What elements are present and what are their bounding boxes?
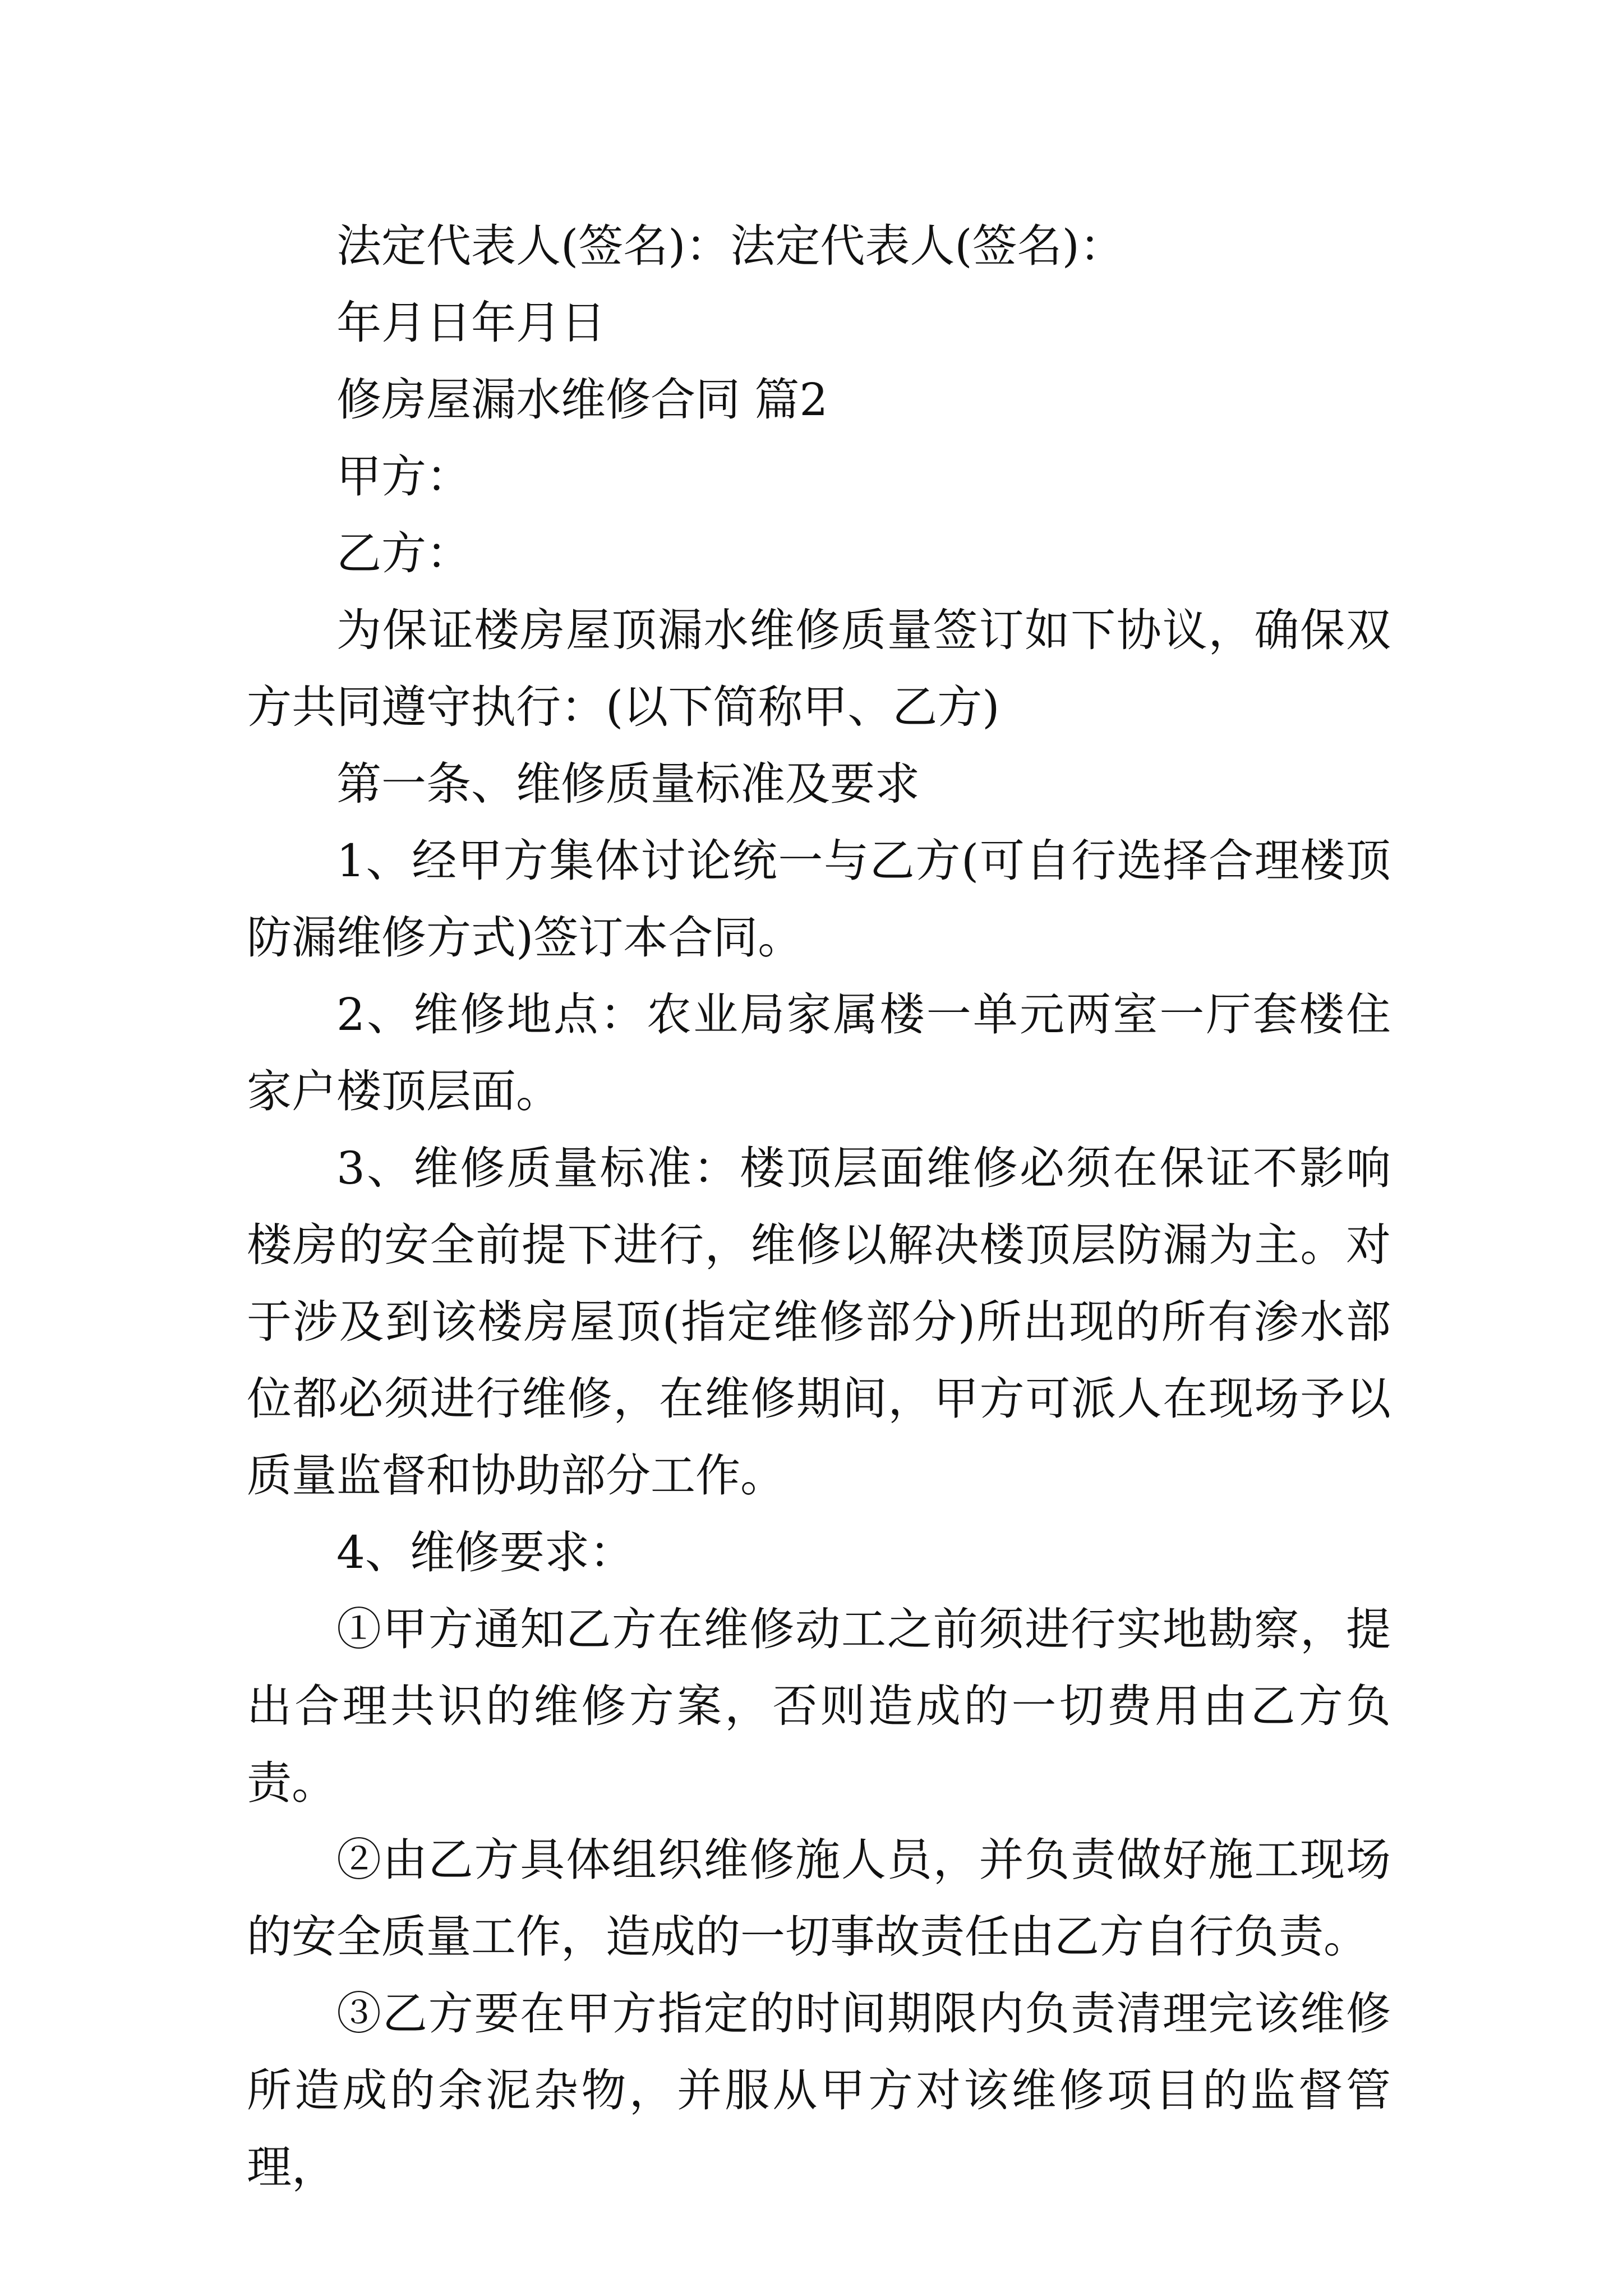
clause-3: 3、维修质量标准：楼顶层面维修必须在保证不影响楼房的安全前提下进行，维修以解决楼顶层防漏为主。对于涉及到该楼房屋顶(指定维修部分)所出现的所有渗水部位都必须进行维修，在维修期间，甲方可派人在现场予以质量监督和协助部分工作。 — [247, 1142, 1391, 1502]
date-line: 年月日年月日 — [336, 297, 606, 349]
signature-line: 法定代表人(签名)：法定代表人(签名)： — [336, 220, 1124, 272]
party-a-line: 甲方： — [336, 450, 471, 503]
clause-1: 1、经甲方集体讨论统一与乙方(可自行选择合理楼顶防漏维修方式)签订本合同。 — [247, 835, 1391, 964]
party-b-line: 乙方： — [336, 527, 471, 579]
requirement-item-3: ③乙方要在甲方指定的时间期限内负责清理完该维修所造成的余泥杂物，并服从甲方对该维修项目的监督管理， — [247, 1987, 1391, 2193]
contract-title: 修房屋漏水维修合同 篇2 — [336, 374, 828, 426]
article-1-heading: 第一条、维修质量标准及要求 — [336, 758, 920, 810]
requirement-item-1: ①甲方通知乙方在维修动工之前须进行实地勘察，提出合理共识的维修方案，否则造成的一切费用由乙方负责。 — [247, 1603, 1391, 1809]
clause-2: 2、维修地点：农业局家属楼一单元两室一厅套楼住家户楼顶层面。 — [247, 988, 1391, 1117]
preamble-paragraph: 为保证楼房屋顶漏水维修质量签订如下协议，确保双方共同遵守执行：(以下简称甲、乙方) — [247, 604, 1391, 733]
clause-4-heading: 4、维修要求： — [336, 1526, 634, 1579]
requirement-item-2: ②由乙方具体组织维修施人员，并负责做好施工现场的安全质量工作，造成的一切事故责任由乙方自行负责。 — [247, 1834, 1391, 1963]
document-body — [247, 208, 1391, 2206]
